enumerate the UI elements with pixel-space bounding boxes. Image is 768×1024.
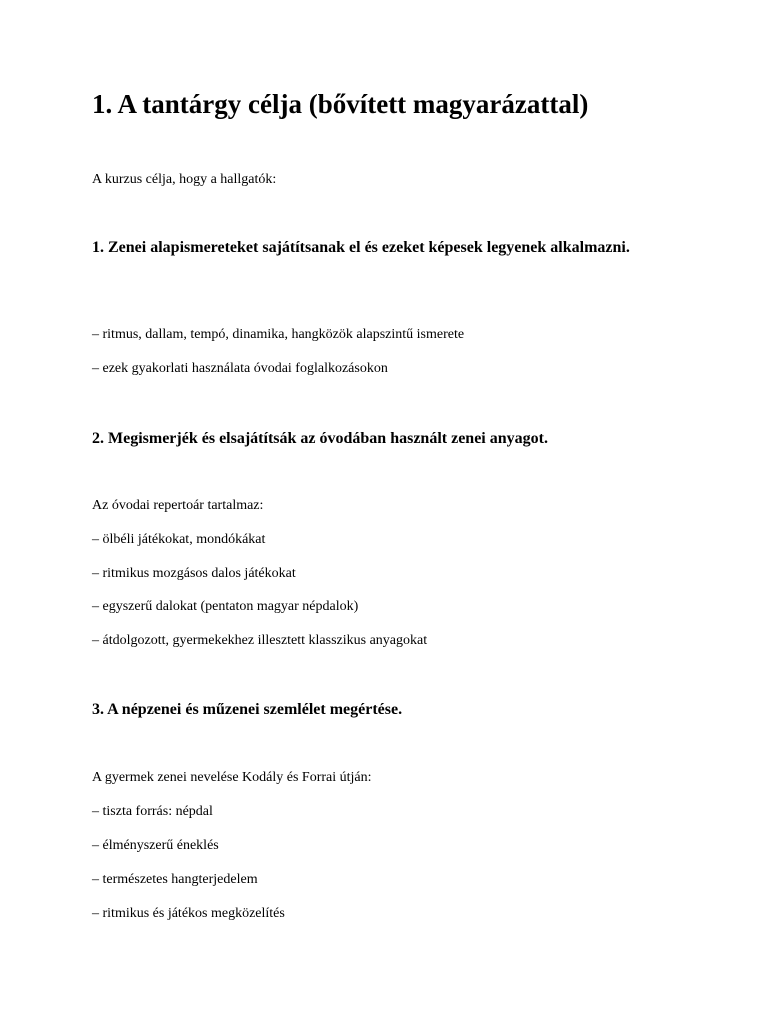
intro-text: A kurzus célja, hogy a hallgatók:	[92, 172, 277, 187]
section-3-item-4: – ritmikus és játékos megközelítés	[92, 906, 285, 921]
section-3-item-2: – élményszerű éneklés	[92, 838, 219, 853]
page-title: 1. A tantárgy célja (bővített magyarázattal)	[92, 89, 589, 119]
section-2-item-2: – ritmikus mozgásos dalos játékokat	[92, 566, 296, 581]
section-2-item-3: – egyszerű dalokat (pentaton magyar népdalok)	[92, 599, 359, 614]
section-2-item-1: – ölbéli játékokat, mondókákat	[92, 532, 266, 547]
section-3-heading: 3. A népzenei és műzenei szemlélet megértése.	[92, 701, 403, 718]
section-1-heading: 1. Zenei alapismereteket sajátítsanak el és ezeket képesek legyenek alkalmazni.	[92, 239, 630, 256]
section-1-item-1: – ritmus, dallam, tempó, dinamika, hangközök alapszintű ismerete	[92, 327, 465, 342]
section-3-lead: A gyermek zenei nevelése Kodály és Forrai útján:	[92, 770, 372, 785]
section-1-item-2: – ezek gyakorlati használata óvodai foglalkozásokon	[92, 361, 388, 376]
section-2-item-4: – átdolgozott, gyermekekhez illesztett klasszikus anyagokat	[92, 633, 428, 648]
section-3-item-3: – természetes hangterjedelem	[92, 872, 258, 887]
section-2-heading: 2. Megismerjék és elsajátítsák az óvodában használt zenei anyagot.	[92, 430, 548, 447]
section-2-lead: Az óvodai repertoár tartalmaz:	[92, 498, 264, 513]
section-3-item-1: – tiszta forrás: népdal	[92, 804, 213, 819]
